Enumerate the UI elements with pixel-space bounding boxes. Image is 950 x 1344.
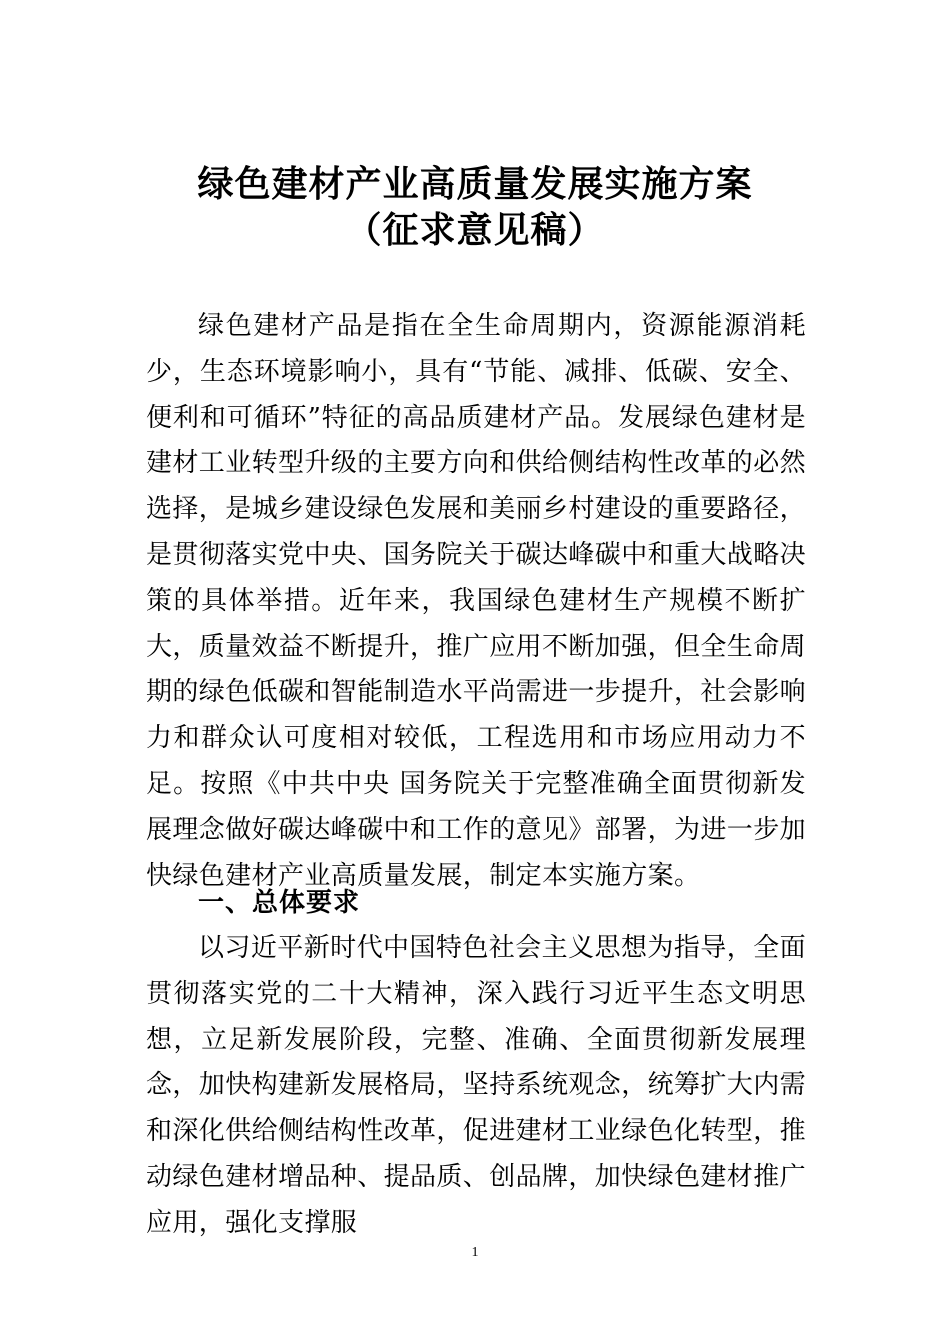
document-subtitle: （征求意见稿） bbox=[345, 209, 605, 251]
section-paragraph-block bbox=[146, 926, 806, 1247]
section-paragraph: 以习近平新时代中国特色社会主义思想为指导，全面贯彻落实党的二十大精神，深入践行习近平生态文明思想，立足新发展阶段，完整、准确、全面贯彻新发展理念，加快构建新发展格局，坚持系统观念，统筹扩大内需和深化供给侧结构性改革，促进建材工业绿色化转型，推动绿色建材增品种、提品质、创品牌，加快绿色建材推广应用，强化支撑服 bbox=[146, 933, 807, 1238]
document-title: 绿色建材产业高质量发展实施方案 bbox=[197, 163, 753, 205]
page-number: 1 bbox=[471, 1245, 479, 1260]
section-heading: 一、总体要求 bbox=[198, 888, 361, 918]
intro-paragraph-block bbox=[146, 304, 806, 899]
intro-paragraph: 绿色建材产品是指在全生命周期内，资源能源消耗少，生态环境影响小，具有“节能、减排、低碳、安全、便利和可循环”特征的高品质建材产品。发展绿色建材是建材工业转型升级的主要方向和供给侧结构性改革的必然选择，是城乡建设绿色发展和美丽乡村建设的重要路径，是贯彻落实党中央、国务院关于碳达峰碳中和重大战略决策的具体举措。近年来，我国绿色建材生产规模不断扩大，质量效益不断提升，推广应用不断加强，但全生命周期的绿色低碳和智能制造水平尚需进一步提升，社会影响力和群众认可度相对较低，工程选用和市场应用动力不足。按照《中共中央 国务院关于完整准确全面贯彻新发展理念做好碳达峰碳中和工作的意见》部署，为进一步加快绿色建材产业高质量发展，制定本实施方案。 bbox=[146, 311, 807, 891]
